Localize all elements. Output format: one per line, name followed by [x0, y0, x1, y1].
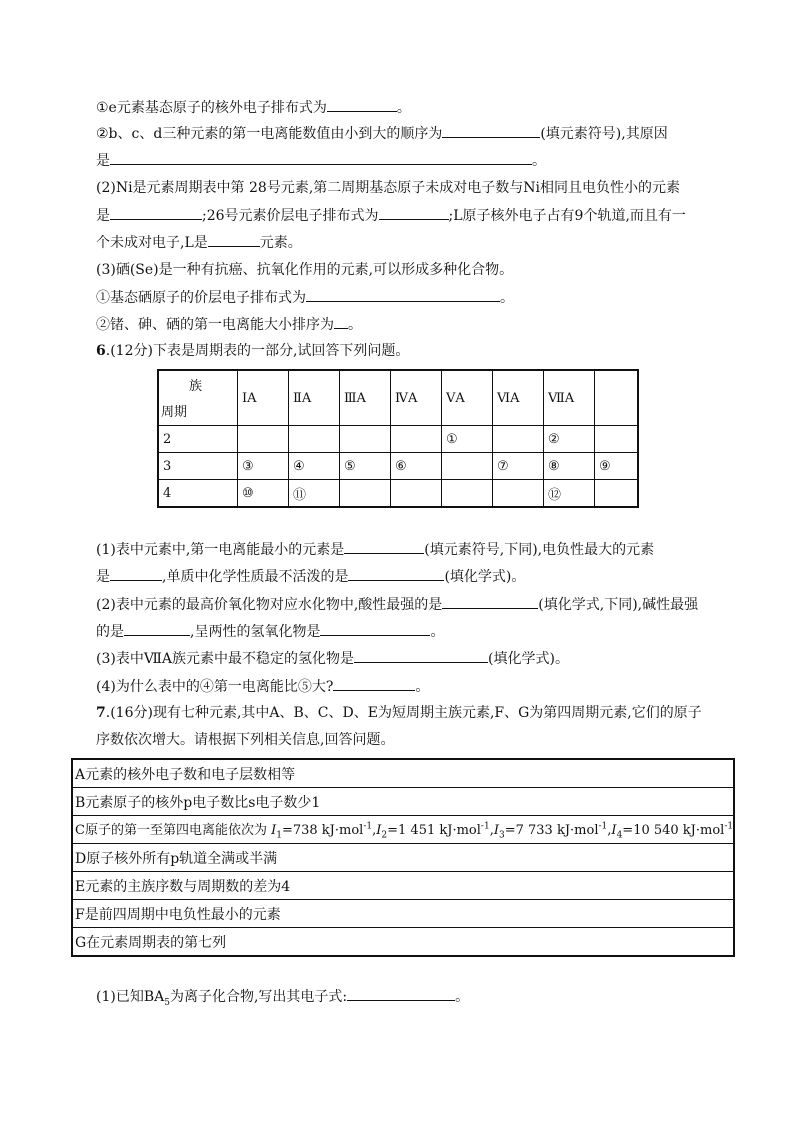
- superscript: -1: [724, 821, 734, 832]
- text: 。: [500, 290, 514, 306]
- table-cell: ①: [442, 426, 493, 453]
- q6-sub2-line-2: [96, 621, 444, 642]
- table-cell: [493, 426, 544, 453]
- answer-blank[interactable]: [320, 621, 430, 636]
- subscript: 1: [276, 830, 282, 841]
- table-cell: [391, 480, 442, 508]
- text: ,: [489, 822, 494, 838]
- period-label: 4: [158, 480, 238, 508]
- text: (填化学式)。: [444, 569, 526, 585]
- table-row: [72, 928, 734, 957]
- text: (3)表中ⅦA族元素中最不稳定的氢化物是: [96, 651, 355, 667]
- q5-part3-line-1: [96, 260, 513, 280]
- q5-part3-line-3: [96, 314, 362, 335]
- answer-blank[interactable]: [344, 539, 424, 554]
- q7-sub1: [96, 986, 469, 1013]
- text: (填化学式,下同),碱性最强: [538, 597, 699, 613]
- table-cell: ④: [289, 453, 340, 480]
- group-header: ⅤA: [442, 370, 493, 426]
- corner-cell: [158, 370, 238, 426]
- text: (2)表中元素的最高价氧化物对应水化物中,酸性最强的是: [96, 597, 443, 613]
- text: 是: [96, 569, 110, 585]
- superscript: -1: [598, 821, 608, 832]
- text: 序数依次增大。请根据下列相关信息,回答问题。: [96, 732, 395, 748]
- text: 。: [455, 989, 470, 1005]
- table-row: [72, 872, 734, 900]
- text: .(16分)现有七种元素,其中A、B、C、D、E为短周期主族元素,F、G为第四周期元素,它们的原子: [105, 705, 702, 721]
- text: =738 kJ·mol: [281, 822, 364, 838]
- table-cell: [289, 426, 340, 453]
- question-number: 7: [96, 705, 106, 721]
- answer-blank[interactable]: [442, 594, 538, 609]
- table-row: [72, 900, 734, 928]
- answer-blank[interactable]: [110, 566, 162, 581]
- q5-part2-line-2: [96, 205, 686, 226]
- text: 是: [96, 153, 110, 169]
- q5-line-3: [96, 150, 546, 171]
- table-cell: [595, 480, 639, 508]
- table-cell: ⑪: [289, 480, 340, 508]
- period-label: 3: [158, 453, 238, 480]
- q6-intro: [96, 341, 409, 361]
- table-cell: [493, 480, 544, 508]
- q6-sub4: [96, 676, 429, 697]
- text: 的是: [96, 624, 124, 640]
- subscript: 4: [616, 830, 623, 841]
- q5-part2-line-3: [96, 232, 302, 253]
- text: ;26号元素价层电子排布式为: [202, 208, 379, 224]
- subscript: 5: [164, 997, 170, 1008]
- text: ,单质中化学性质最不活泼的是: [162, 569, 349, 585]
- group-header: ⅦA: [544, 370, 595, 426]
- q6-sub1-line-2: [96, 566, 525, 587]
- table-cell: [238, 426, 289, 453]
- table-cell: ⑨: [595, 453, 639, 480]
- answer-blank[interactable]: [306, 287, 500, 302]
- text: 。: [415, 679, 430, 695]
- table-cell: ③: [238, 453, 289, 480]
- table-header-row: [158, 370, 638, 426]
- table-cell: E元素的主族序数与周期数的差为4: [72, 872, 734, 900]
- subscript: 3: [498, 830, 505, 841]
- table-cell: [595, 426, 639, 453]
- table-cell: A元素的核外电子数和电子层数相等: [72, 759, 734, 788]
- answer-blank[interactable]: [379, 205, 449, 220]
- text: (2)Ni是元素周期表中第 28号元素,第二周期基态原子未成对电子数与Ni相同且电负性小的元素: [96, 180, 680, 196]
- answer-blank[interactable]: [327, 97, 397, 112]
- text: (1)已知BA: [96, 989, 165, 1005]
- q6-sub3: [96, 648, 569, 669]
- text: ,: [372, 822, 377, 838]
- text: (4)为什么表中的④第一电离能比⑤大?: [96, 679, 334, 695]
- element-info-table: [71, 758, 735, 957]
- text: (填化学式)。: [488, 651, 569, 667]
- text: 。: [430, 624, 445, 640]
- text: ①e元素基态原子的核外电子排布式为: [96, 100, 327, 116]
- text: =7 733 kJ·mol: [504, 822, 599, 838]
- superscript: -1: [480, 821, 490, 832]
- text: =1 451 kJ·mol: [387, 822, 481, 838]
- answer-blank[interactable]: [348, 566, 444, 581]
- q5-line-2: [96, 123, 668, 144]
- table-cell: [340, 480, 391, 508]
- table-cell: ⑥: [391, 453, 442, 480]
- q5-part3-line-2: [96, 287, 514, 308]
- answer-blank[interactable]: [354, 648, 488, 663]
- text: 。: [532, 153, 546, 169]
- subscript: 2: [381, 830, 388, 841]
- text: (3)硒(Se)是一种有抗癌、抗氧化作用的元素,可以形成多种化合物。: [96, 262, 514, 278]
- text: =10 540 kJ·mol: [622, 822, 725, 838]
- table-cell: ②: [544, 426, 595, 453]
- text: .(12分)下表是周期表的一部分,试回答下列问题。: [105, 343, 410, 359]
- answer-blank[interactable]: [334, 314, 348, 329]
- table-cell: F是前四周期中电负性最小的元素: [72, 900, 734, 928]
- text: ,呈两性的氢氧化物是: [190, 624, 321, 640]
- q7-intro-line-2: [96, 730, 394, 750]
- text: C原子的第一至第四电离能依次为: [75, 822, 272, 838]
- question-number: 6: [96, 343, 106, 359]
- answer-blank[interactable]: [442, 123, 540, 138]
- q5-part2-line-1: [96, 178, 680, 198]
- table-cell: [391, 426, 442, 453]
- answer-blank[interactable]: [208, 232, 260, 247]
- table-row: [72, 816, 734, 844]
- table-row: [158, 426, 638, 453]
- group-header: ⅠA: [238, 370, 289, 426]
- table-cell: B元素原子的核外p电子数比s电子数少1: [72, 788, 734, 816]
- table-cell: ⑫: [544, 480, 595, 508]
- text: 。: [348, 317, 362, 333]
- answer-blank[interactable]: [333, 676, 415, 691]
- text: 是: [96, 208, 110, 224]
- text: ;L原子核外电子占有9个轨道,而且有一: [448, 208, 686, 224]
- table-cell: ⑩: [238, 480, 289, 508]
- table-cell: ⑤: [340, 453, 391, 480]
- table-row: [72, 844, 734, 872]
- text: 为离子化合物,写出其电子式:: [169, 989, 348, 1005]
- text: (填元素符号),其原因: [540, 126, 668, 142]
- answer-blank[interactable]: [110, 150, 532, 165]
- period-label: 2: [158, 426, 238, 453]
- table-cell: G在元素周期表的第七列: [72, 928, 734, 957]
- group-header: [595, 370, 639, 426]
- answer-blank[interactable]: [124, 621, 190, 636]
- q7-intro-line-1: [96, 703, 702, 723]
- periodic-table: [157, 369, 639, 508]
- q6-sub1-line-1: [96, 539, 654, 560]
- text: 元素。: [259, 235, 302, 251]
- text: 个未成对电子,L是: [96, 235, 208, 251]
- text: (1)表中元素中,第一电离能最小的元素是: [96, 542, 345, 558]
- table-row: [72, 788, 734, 816]
- answer-blank[interactable]: [110, 205, 202, 220]
- answer-blank[interactable]: [347, 986, 455, 1001]
- superscript: -1: [363, 821, 373, 832]
- text: ①基态硒原子的价层电子排布式为: [96, 290, 306, 306]
- table-row: [158, 453, 638, 480]
- group-header: ⅣA: [391, 370, 442, 426]
- ionization-symbol: I: [271, 822, 277, 838]
- text: (填元素符号,下同),电负性最大的元素: [424, 542, 655, 558]
- ionization-symbol: I: [493, 822, 499, 838]
- table-cell: [340, 426, 391, 453]
- corner-period-label: 周期: [161, 405, 188, 420]
- table-cell: ⑧: [544, 453, 595, 480]
- text: ②锗、砷、硒的第一电离能大小排序为: [96, 317, 334, 333]
- ionization-symbol: I: [611, 822, 617, 838]
- text: ②b、c、d三种元素的第一电离能数值由小到大的顺序为: [96, 126, 443, 142]
- table-cell: D原子核外所有p轨道全满或半满: [72, 844, 734, 872]
- q6-sub2-line-1: [96, 594, 698, 615]
- table-cell: [442, 480, 493, 508]
- group-header: ⅢA: [340, 370, 391, 426]
- table-cell: [72, 816, 734, 844]
- group-header: ⅥA: [493, 370, 544, 426]
- table-row: [158, 480, 638, 508]
- text: ,: [607, 822, 612, 838]
- text: 。: [396, 100, 411, 116]
- corner-group-label: 族: [189, 379, 203, 394]
- ionization-symbol: I: [376, 822, 382, 838]
- table-cell: ⑦: [493, 453, 544, 480]
- table-row: [72, 759, 734, 788]
- group-header: ⅡA: [289, 370, 340, 426]
- table-cell: [442, 453, 493, 480]
- q5-line-1: [96, 97, 411, 118]
